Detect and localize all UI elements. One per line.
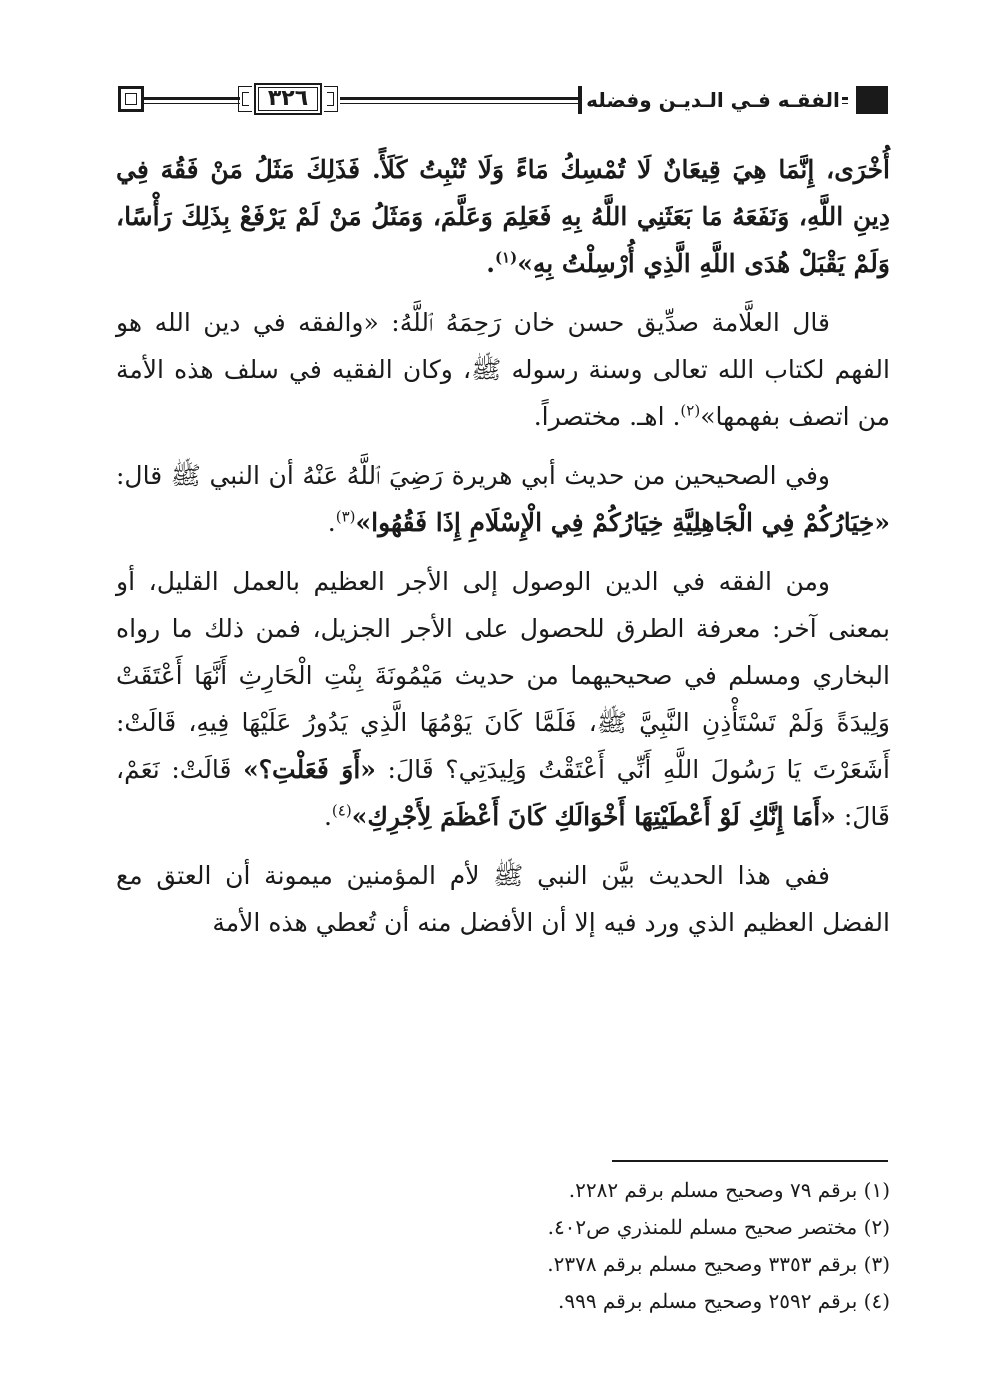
header-bar [578,86,582,114]
footnote: (٤) برقم ٢٥٩٢ وصحيح مسلم برقم ٩٩٩. [557,1289,890,1313]
hadith-text: أُخْرَى، إِنَّمَا هِيَ قِيعَانٌ لَا تُمْسِكُ مَاءً وَلَا تُنْبِتُ كَلَأً. فَذَلِكَ مَثَلُ مَنْ فَقُهَ فِي دِينِ اللَّهِ، وَنَفَعَهُ مَا بَعَثَنِي اللَّهُ بِهِ فَعَلِمَ وَعَلَّمَ، وَمَثَلُ مَنْ لَمْ يَرْفَعْ بِذَلِكَ رَأْسًا، وَلَمْ يَقْبَلْ هُدَى اللَّهِ الَّذِي أُرْسِلْتُ بِهِ» [116,155,890,278]
hadith-text: «أَوَ فَعَلْتِ؟» [243,755,376,784]
footnote-separator [612,1160,888,1162]
punctuation: . [486,249,495,278]
paragraph-explanation [116,852,890,946]
hadith-text: «خِيَارُكُمْ فِي الْجَاهِلِيَّةِ خِيَارُكُمْ فِي الْإِسْلَامِ إِذَا فَقُهُوا» [355,508,890,537]
footnote-ref: (١) [494,248,518,267]
paragraph-quote-siddiq [116,299,890,440]
header-rule [340,103,580,104]
footnote: (٢) مختصر صحيح مسلم للمنذري ص٤٠٢. [547,1215,890,1239]
punctuation: . [323,802,332,831]
paragraph-text: قال العلَّامة صدِّيق حسن خان رَحِمَهُ ٱللَّهُ: «والفقه في دين الله هو الفهم لكتاب الله تعالى وسنة رسوله ﷺ، وكان الفقيه في سلف هذه الأمة من اتصف بفهمها» [116,308,890,431]
header-square-ornament [118,86,144,112]
footnote-ref: (٣) [335,507,356,526]
paragraph-hadith-end [116,146,890,287]
paragraph-abu-hurayra [116,452,890,546]
header-square-ornament [856,86,888,114]
footnote: (١) برقم ٧٩ وصحيح مسلم برقم ٢٢٨٢. [568,1178,890,1202]
footnote-ref: (٢) [680,401,701,420]
paragraph-tail: . اهـ. مختصراً. [533,402,681,431]
page-body [116,146,890,958]
header-rule [144,103,240,104]
hadith-text: «أَمَا إِنَّكِ لَوْ أَعْطَيْتِهَا أَخْوَالَكِ كَانَ أَعْظَمَ لِأَجْرِكِ» [351,802,836,831]
page-number: ٣٢٦ [267,86,309,111]
paragraph-maymuna [116,558,890,840]
paragraph-text: وفي الصحيحين من حديث أبي هريرة رَضِيَ ٱللَّهُ عَنْهُ أن النبي ﷺ قال: [116,461,830,490]
punctuation: . [327,508,336,537]
page-number-box [238,80,338,118]
book-title: الفقـه فـي الـديـن وفضله [584,86,842,114]
running-header [118,86,888,126]
footnote: (٣) برقم ٣٣٥٣ وصحيح مسلم برقم ٢٣٧٨. [547,1252,890,1276]
header-rule [144,97,240,100]
footnote-ref: (٤) [331,801,352,820]
footnotes [116,1172,890,1320]
paragraph-text: قَالَتْ: نَعَمْ، قَالَ: [116,755,890,831]
paragraph-text: ففي هذا الحديث بيَّن النبي ﷺ لأم المؤمنين ميمونة أن العتق مع الفضل العظيم الذي ورد فيه إلا أن الأفضل منه أن تُعطي هذه الأمة [116,861,890,937]
paragraph-text: ومن الفقه في الدين الوصول إلى الأجر العظيم بالعمل القليل، أو بمعنى آخر: معرفة الطرق للحصول على الأجر الجزيل، فمن ذلك ما رواه البخاري ومسلم في صحيحيهما من حديث مَيْمُونَةَ بِنْتِ الْحَارِثِ أَنَّهَا أَعْتَقَتْ وَلِيدَةً وَلَمْ تَسْتَأْذِنِ النَّبِيَّ ﷺ، فَلَمَّا كَانَ يَوْمُهَا الَّذِي يَدُورُ عَلَيْهَا فِيهِ، قَالَتْ: أَشَعَرْتَ يَا رَسُولَ اللَّهِ أَنِّي أَعْتَقْتُ وَلِيدَتِي؟ قَالَ: [116,567,890,784]
header-rule [340,97,580,100]
